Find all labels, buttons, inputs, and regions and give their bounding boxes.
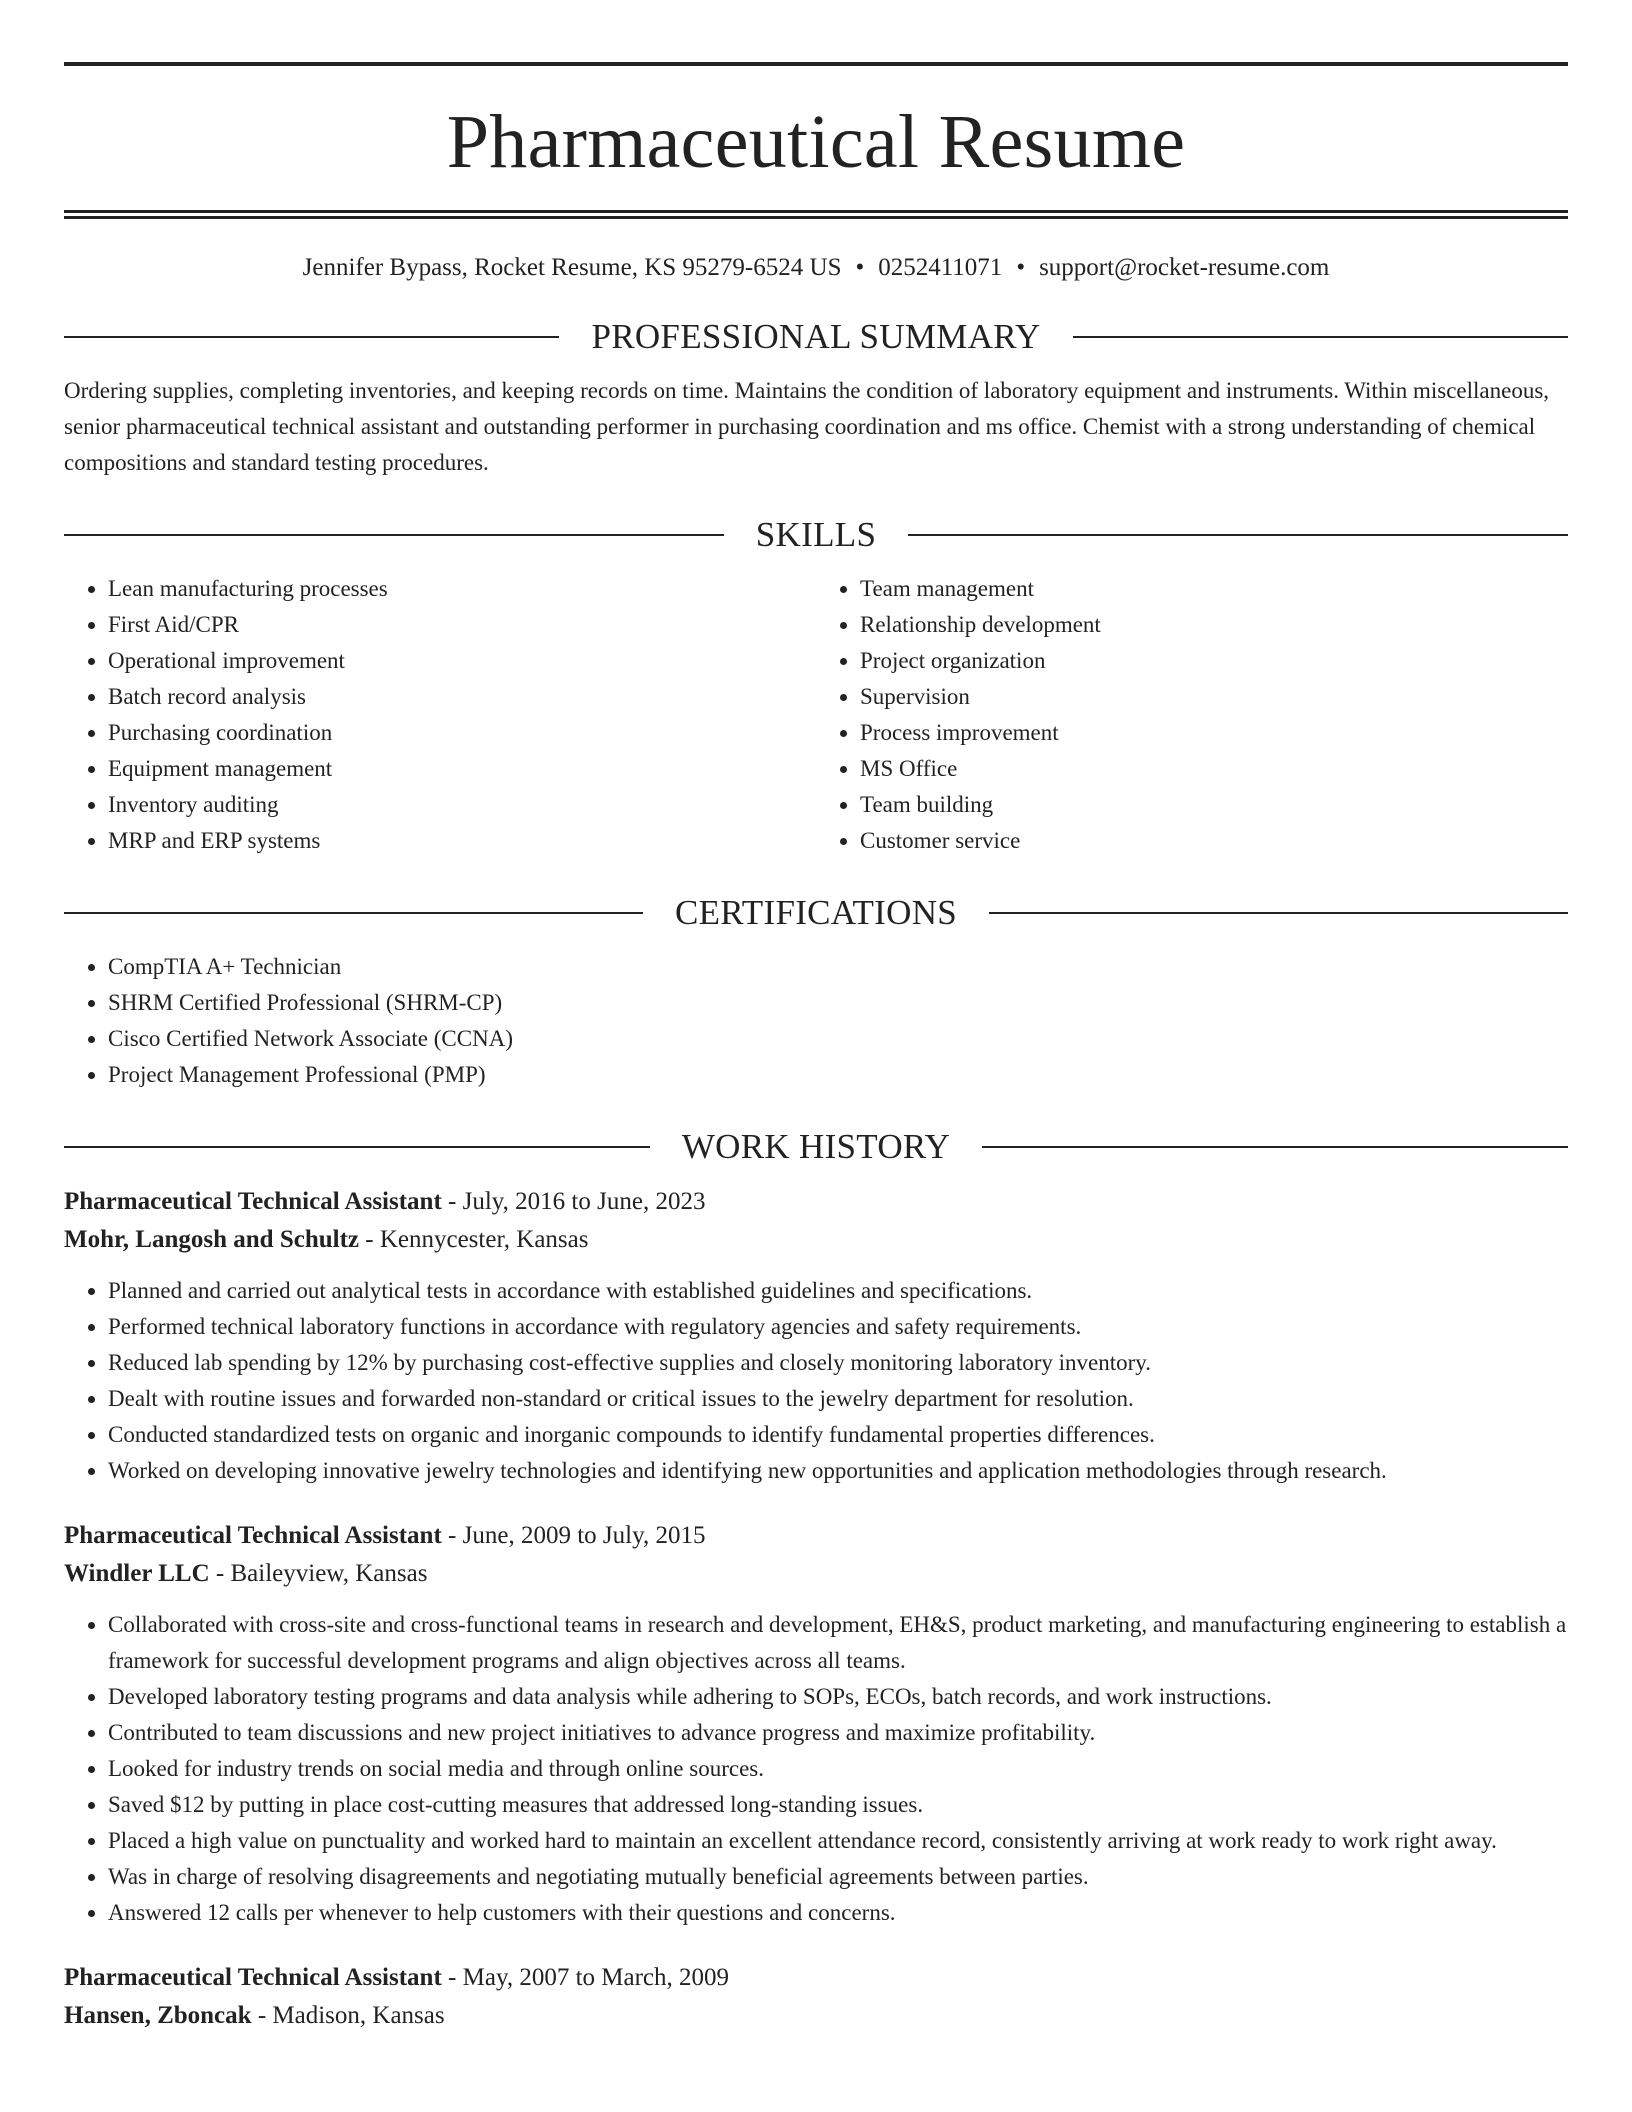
- skill-item: • Inventory auditing: [108, 787, 816, 823]
- job-company-line: Windler LLC - Baileyview, Kansas: [64, 1560, 428, 1587]
- job-bullet-list: [64, 1273, 1568, 1489]
- job-bullet: • Placed a high value on punctuality and worked hard to maintain an excellent attendance record, consistently arriving at work ready to work right away.: [108, 1823, 1568, 1859]
- skill-item: • Operational improvement: [108, 643, 816, 679]
- job-bullet: • Contributed to team discussions and new project initiatives to advance progress and maximize profitability.: [108, 1715, 1568, 1751]
- skills-heading: SKILLS: [755, 515, 877, 554]
- job-title: Pharmaceutical Technical Assistant: [64, 1964, 442, 1991]
- skills-list-right: [816, 571, 1568, 859]
- certification-item: • CompTIA A+ Technician: [108, 949, 1568, 985]
- contact-phone: 0252411071: [878, 254, 1003, 281]
- work-heading-row: [64, 1125, 1568, 1169]
- skills-heading-row: [64, 513, 1568, 557]
- job-title-line: Pharmaceutical Technical Assistant - May, 2007 to March, 2009: [64, 1964, 730, 1991]
- job-bullet: • Performed technical laboratory functions in accordance with regulatory agencies and safety requirements.: [108, 1309, 1568, 1345]
- job-company-line: Hansen, Zboncak - Madison, Kansas: [64, 2002, 445, 2029]
- job-location: Kennycester, Kansas: [379, 1226, 589, 1253]
- job-title-line: Pharmaceutical Technical Assistant - July, 2016 to June, 2023: [64, 1188, 706, 1215]
- job-bullet: • Dealt with routine issues and forwarded non-standard or critical issues to the jewelry department for resolution.: [108, 1381, 1568, 1417]
- contact-separator: •: [1016, 254, 1026, 281]
- title-double-rule: [64, 210, 1568, 219]
- skill-item: • Project organization: [860, 643, 1568, 679]
- job-bullet: • Looked for industry trends on social media and through online sources.: [108, 1751, 1568, 1787]
- job-bullet-list: [64, 1607, 1568, 1931]
- certifications-heading: CERTIFICATIONS: [674, 893, 958, 932]
- skills-list-left: [64, 571, 816, 859]
- job-bullet: • Developed laboratory testing programs and data analysis while adhering to SOPs, ECOs, batch records, and work instructions.: [108, 1679, 1568, 1715]
- summary-text: Ordering supplies, completing inventories, and keeping records on time. Maintains the condition of laboratory equipment and instruments. Within miscellaneous, senior pharmaceutical technical assistant and outstanding performer in purchasing coordination and ms office. Chemist with a strong understanding of chemical compositions and standard testing procedures.: [64, 378, 1550, 475]
- skill-item: • Lean manufacturing processes: [108, 571, 816, 607]
- contact-address: Jennifer Bypass, Rocket Resume, KS 95279-6524 US: [302, 254, 842, 281]
- skill-item: • Equipment management: [108, 751, 816, 787]
- heading-rule-left: [64, 912, 643, 914]
- job-dates: June, 2009 to July, 2015: [462, 1522, 706, 1549]
- summary-heading-row: [64, 315, 1568, 359]
- heading-rule-right: [989, 912, 1568, 914]
- job-dates: July, 2016 to June, 2023: [462, 1188, 706, 1215]
- certification-item: • Cisco Certified Network Associate (CCNA): [108, 1021, 1568, 1057]
- job-company-line: Mohr, Langosh and Schultz - Kennycester, Kansas: [64, 1226, 589, 1253]
- job-bullet: • Collaborated with cross-site and cross-functional teams in research and development, EH&S, product marketing, and manufacturing engineering to establish a framework for successful development programs and align objectives across all teams.: [108, 1607, 1568, 1679]
- heading-rule-left: [64, 336, 559, 338]
- contact-email[interactable]: support@rocket-resume.com: [1039, 254, 1330, 281]
- heading-rule-right: [908, 534, 1568, 536]
- job-company: Hansen, Zboncak: [64, 2002, 252, 2029]
- skill-item: • Supervision: [860, 679, 1568, 715]
- job-title: Pharmaceutical Technical Assistant: [64, 1522, 442, 1549]
- job-bullet: • Conducted standardized tests on organic and inorganic compounds to identify fundamental properties differences.: [108, 1417, 1568, 1453]
- job-company: Mohr, Langosh and Schultz: [64, 1226, 359, 1253]
- job-entry: [64, 1183, 1568, 1489]
- heading-rule-left: [64, 1146, 650, 1148]
- job-title-line: Pharmaceutical Technical Assistant - June, 2009 to July, 2015: [64, 1522, 706, 1549]
- summary-heading: PROFESSIONAL SUMMARY: [591, 317, 1041, 356]
- job-bullet: • Worked on developing innovative jewelry technologies and identifying new opportunities and application methodologies through research.: [108, 1453, 1568, 1489]
- skill-item: • Customer service: [860, 823, 1568, 859]
- certification-item: • Project Management Professional (PMP): [108, 1057, 1568, 1093]
- certifications-heading-row: [64, 891, 1568, 935]
- certifications-list: [64, 949, 1568, 1093]
- skill-item: • Team management: [860, 571, 1568, 607]
- skill-item: • Relationship development: [860, 607, 1568, 643]
- job-bullet: • Saved $12 by putting in place cost-cutting measures that addressed long-standing issues.: [108, 1787, 1568, 1823]
- job-entry: [64, 1517, 1568, 1931]
- certification-item: • SHRM Certified Professional (SHRM-CP): [108, 985, 1568, 1021]
- job-location: Baileyview, Kansas: [230, 1560, 428, 1587]
- work-heading: WORK HISTORY: [681, 1127, 951, 1166]
- skill-item: • Purchasing coordination: [108, 715, 816, 751]
- skill-item: • Team building: [860, 787, 1568, 823]
- heading-rule-right: [982, 1146, 1568, 1148]
- skills-columns: [64, 571, 1568, 859]
- job-bullet: • Reduced lab spending by 12% by purchasing cost-effective supplies and closely monitoring laboratory inventory.: [108, 1345, 1568, 1381]
- top-rule: [64, 62, 1568, 66]
- job-company: Windler LLC: [64, 1560, 210, 1587]
- job-bullet: • Was in charge of resolving disagreements and negotiating mutually beneficial agreements between parties.: [108, 1859, 1568, 1895]
- skill-item: • Process improvement: [860, 715, 1568, 751]
- skill-item: • First Aid/CPR: [108, 607, 816, 643]
- job-dates: May, 2007 to March, 2009: [462, 1964, 730, 1991]
- heading-rule-right: [1073, 336, 1568, 338]
- contact-separator: •: [855, 254, 865, 281]
- contact-line: [64, 253, 1568, 283]
- job-bullet: • Answered 12 calls per whenever to help customers with their questions and concerns.: [108, 1895, 1568, 1931]
- job-entry: [64, 1959, 1568, 2035]
- skill-item: • MS Office: [860, 751, 1568, 787]
- job-location: Madison, Kansas: [272, 2002, 445, 2029]
- skill-item: • Batch record analysis: [108, 679, 816, 715]
- job-title: Pharmaceutical Technical Assistant: [64, 1188, 442, 1215]
- skill-item: • MRP and ERP systems: [108, 823, 816, 859]
- heading-rule-left: [64, 534, 724, 536]
- page-title: Pharmaceutical Resume: [446, 100, 1186, 184]
- job-bullet: • Planned and carried out analytical tests in accordance with established guidelines and specifications.: [108, 1273, 1568, 1309]
